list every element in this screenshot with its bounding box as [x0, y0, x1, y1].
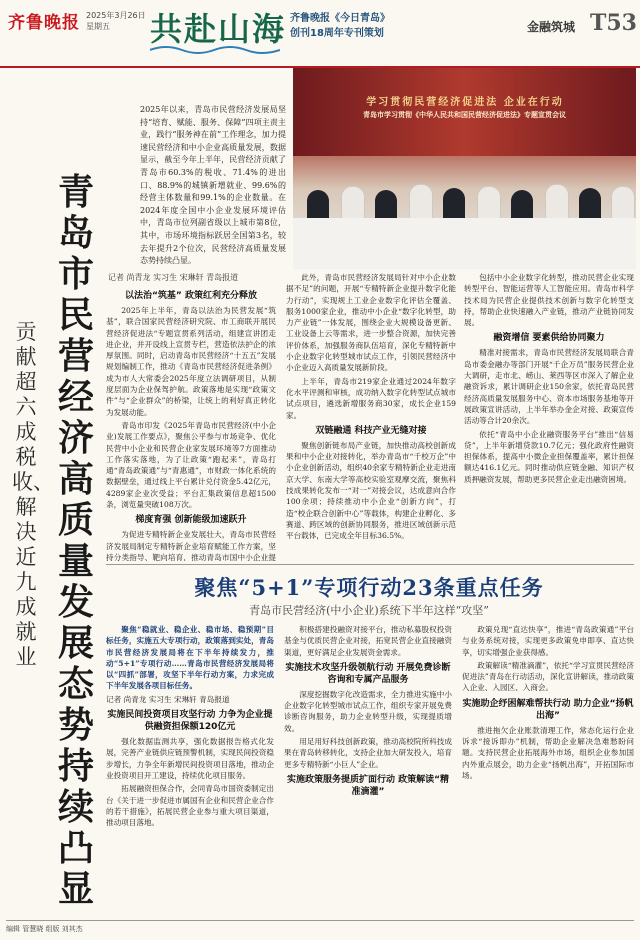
footer-rule — [6, 920, 634, 921]
paragraph: 聚焦创新链布局产业链，加快推动高校创新成果和中小企业对接转化，举办青岛市“千校万企”中小企业创新活动，组织40余家专精特新企业走进南京大学、东南大学等高校实验室观摩交流，聚焦科技成果转化发布一“对一”对接会议，达成意向合作100余项；持续推动中小企业“创新方向”，打造“校企联合创新中心”等载体，构建企业孵化、多赛道、跨区域的创新协同服务，推进区域创新示范平台载体，已完成全年目标36.5%。 — [286, 440, 456, 541]
feature-subtitle: 青岛市民营经济(中小企业)系统下半年这样“攻坚” — [249, 604, 489, 617]
byline: 记者 尚青龙 实习生 宋琳轩 青岛报道 — [108, 273, 239, 282]
page-number: T53 — [590, 10, 637, 36]
attendee — [443, 188, 465, 222]
conference-photo — [293, 68, 636, 269]
issue-date — [86, 10, 146, 32]
subheading: 实施政策服务提质扩面行动 政策解读“精准滴灌” — [286, 774, 450, 797]
masthead — [0, 0, 640, 68]
lower-column-3 — [462, 624, 634, 919]
newspaper-brand: 齐鲁晚报 — [8, 13, 80, 33]
date-text: 2025年3月26日 — [86, 11, 146, 20]
banner-slogan: 学习贯彻民营经济促进法 企业在行动 — [366, 97, 564, 108]
attendee — [409, 184, 433, 220]
lead-paragraph: 2025年以来，青岛市民营经济发展局坚持“培育、赋能、服务、保障”四项主责主业，践行“服务神在前”工作理念，加力提速民营经济和中小企业高质量发展，数据显示，截至今年上半年，民营经济贡献了青岛市60.3%的税收、71.4%的进出口、88.9%的城镇新增就业、99.6%的经营主体数量和99.1%的企业数量。在2024年度全国中小企业发展环境评估中，青岛市位列副省级以上城市第8位，其中，市场环境指标跃居全国第3名，较去年提升2个位次，民营经济高质量发展态势持续凸显。 — [140, 105, 286, 266]
edition-line-2: 创刊18周年专刊策划 — [290, 28, 384, 39]
paragraph: 用足用好科技创新政策，推动高校院所科技成果在青岛转移转化，支持企业加大研发投入，培育更多专精特新“小巨人”企业。 — [284, 737, 452, 769]
paragraph: 2025年上半年，青岛以法治为民营发展“筑基”，联合国家民营经济研究院、市工商联开展民营经济促进法“专题宣贯系列活动，组建宣讲团走进企业，并开设线上宣贯专栏，营造依法护企的浓厚氛围。同时，启动青岛市民营经济“十五五”发展规划编制工作，推动《青岛市民营经济促进条例》成为市人大常委会2025年度立法调研项目，从制度层面为企业保驾护航。政策落地是实现“政策文件”与“企业群众”的桥梁，让统上的利好真正转化为发展动能。 — [106, 306, 276, 417]
subheading: 实施民间投资项目攻坚行动 力争为企业提供融资担保额120亿元 — [107, 710, 273, 733]
editor-credits: 编辑 管慧晓 组版 刘其杰 — [6, 925, 83, 933]
subheading: 梯度育强 创新能级加速跃升 — [135, 515, 247, 526]
lower-column-2 — [284, 624, 452, 919]
paragraph: 为促进专精特新企业发展壮大，青岛市民营经济发展局制定专精特新企业培育赋能工作方案，坚持分类指导、靶向培育，推动青岛市国中小企业提 — [106, 530, 276, 561]
special-edition-label — [290, 11, 390, 41]
intro-paragraph: 聚焦“稳就业、稳企业、稳市场、稳预期”目标任务，实施五大专项行动，政策落到实处，青岛市民营经济发展局将在下半年持续发力，推动“5+1”专项行动……青岛市民营经济发展局将以“四抓”部署，攻坚下半年行动方案，力求完成下半年发展各项目标任务。 — [106, 625, 274, 691]
body-column-3 — [464, 272, 634, 561]
attendee — [545, 184, 569, 220]
conference-table — [293, 218, 636, 269]
attendee — [579, 188, 601, 222]
subheading: 实施助企纾困解难帮扶行动 助力企业“扬帆出海” — [462, 698, 634, 721]
paragraph: 深度挖掘数字化改造需求，全力推进实施中小企业数字化转型城市试点工作，组织专家开展免费诊断咨询服务，助力企业转型升级，实现提质增效。 — [284, 689, 452, 733]
lower-byline: 记者 尚青龙 实习生 宋琳轩 青岛报道 — [106, 694, 230, 704]
paragraph: 推进拖欠企业账款清理工作，常态化运行企业诉求“接诉即办”机制，帮助企业解决急难愁盼问题。支持民营企业拓展海外市场，组织企业参加国内外重点展会，助力企业“扬帆出海”，开拓国际市场。 — [462, 725, 634, 780]
subheading: 双链融通 科技产业无缝对接 — [315, 425, 427, 436]
wave-ornament — [150, 44, 280, 56]
paragraph: 积极搭建投融资对接平台，推动私募股权投资基金与优质民营企业对接，拓宽民营企业直接融资渠道，更好满足企业发展资金需求。 — [284, 625, 452, 657]
headline-sub: 贡献超六成税收、解决近九成就业 — [12, 320, 54, 669]
banner-title: 青岛市学习贯彻《中华人民共和国民营经济促进法》专题宣贯会议 — [363, 111, 566, 119]
weekday-text: 星期五 — [86, 22, 110, 31]
attendee — [341, 186, 365, 222]
body-column-2 — [286, 272, 456, 561]
paragraph: 青岛市印发《2025年青岛市民营经济(中小企业)发展工作要点》，聚焦公平参与市场竞争、优化民营中小企业和民营企业家发展环境等7方面推动工作落实落地，为了让政策“跑起来”，青岛打通“青岛政策通”与“青惠通”，市财政一体化系统的数据壁垒，通过线上平台累计兑付资金5.42亿元，4289家企业次受益；平台汇集政策信息超1500条，浏览量突破108万次。 — [106, 420, 276, 510]
attendee — [611, 186, 635, 222]
lower-column-1 — [106, 624, 274, 919]
paragraph: 此外，青岛市民营经济发展局针对中小企业数据不足”的问题，开展“专精特新企业提升数字化能力行动”，实现规上工业企业数字化评估全覆盖、服务1000家企业，推动中小企业“数字化转型，助力产业链”一体发展，围绕企业大规模设备更新、工业设备上云等需求，进一步整合资源，加快完善评价体系，加强服务商队伍培育，深化专精特新中小企业数字化转型城市试点工作，引领民营经济中小企业迈入高质量发展新阶段。 — [286, 273, 456, 373]
paragraph: 包括中小企业数字化转型，推动民营企业实现转型平台、智能运营等人工智能应用。青岛市科学技术局为民营企业提供技术创新与数字化转型支持，帮助企业快速融入产业链，推动产业链协同发展。 — [464, 273, 634, 328]
paragraph: 上半年，青岛市219家企业通过2024年数字化水平评测和审核，成功纳入数字化转型试点城市试点项目，遴选新增服务商30家，成长企业159家。 — [286, 376, 456, 420]
edition-line-1: 齐鲁晚报《今日青岛》 — [290, 13, 390, 24]
paragraph: 依托“青岛中小企业融资服务平台”推出“信易贷”，上半年新增贷款10.7亿元；强化政府性融资担保体系，提高中小微企业担保覆盖率，累计担保额达416.1亿元。同时推动供应链金融、知识产权质押融资发展，帮助更多民营企业走出融资困境。 — [464, 429, 634, 484]
paragraph: 精准对接需求，青岛市民营经济发展局联合青岛市委金融办等部门开展“千企万员”服务民营企业大调研，走市北、崂山、莱西等区市深入了解企业融资诉求，累计调研企业150余家，依托青岛民营经济高质量发展服务中心、资本市场服务基地等开展政策宣讲活动，上半年举办金企对接、政策宣传活动等合计20余次。 — [464, 348, 634, 426]
paragraph: 拓展融资担保合作，会同青岛市国资委制定出台《关于进一步促进市属国有企业和民营企业合作的若干措施》，拓展民营企业参与重大项目渠道，推动项目落地。 — [106, 784, 274, 828]
subheading: 实施技术攻坚升级领航行动 开展免费诊断咨询和专属产品服务 — [285, 662, 451, 685]
headline-main: 青岛市民营经济高质量发展态势持续凸显 — [57, 171, 94, 910]
subheading: 融资增信 要素供给协同聚力 — [493, 333, 605, 344]
feature-title: 聚焦“5+1”专项行动23条重点任务 — [194, 575, 544, 600]
calligraphy-title: 共赴山海 — [150, 10, 287, 48]
subheading: 以法治“筑基” 政策红利充分释放 — [125, 291, 257, 301]
attendee — [477, 186, 501, 222]
section-name: 金融筑城 — [527, 20, 576, 34]
divider — [106, 564, 634, 565]
paragraph: 强化数据监测共享，强化数据报告格式化发展，完善产业链供应链预警机制，实现民间投资稳步增长，力争全年新增民间投资项目落地，推动企业投资项目开工建设，持续优化项目服务。 — [106, 737, 274, 780]
stage-banner — [293, 68, 636, 156]
paragraph: 政策兑现“直达快享”，推进“青岛政策通”平台与业务系统对接，实现更多政策免申即享、直达快享，切实增强企业获得感。 — [462, 625, 634, 657]
paragraph: 政策解读“精准滴灌”，依托“学习宣贯民营经济促进法”青岛在行动活动，深化宣讲解读，推动政策入企业、入园区、入商会。 — [462, 660, 634, 693]
body-column-1 — [106, 286, 276, 561]
